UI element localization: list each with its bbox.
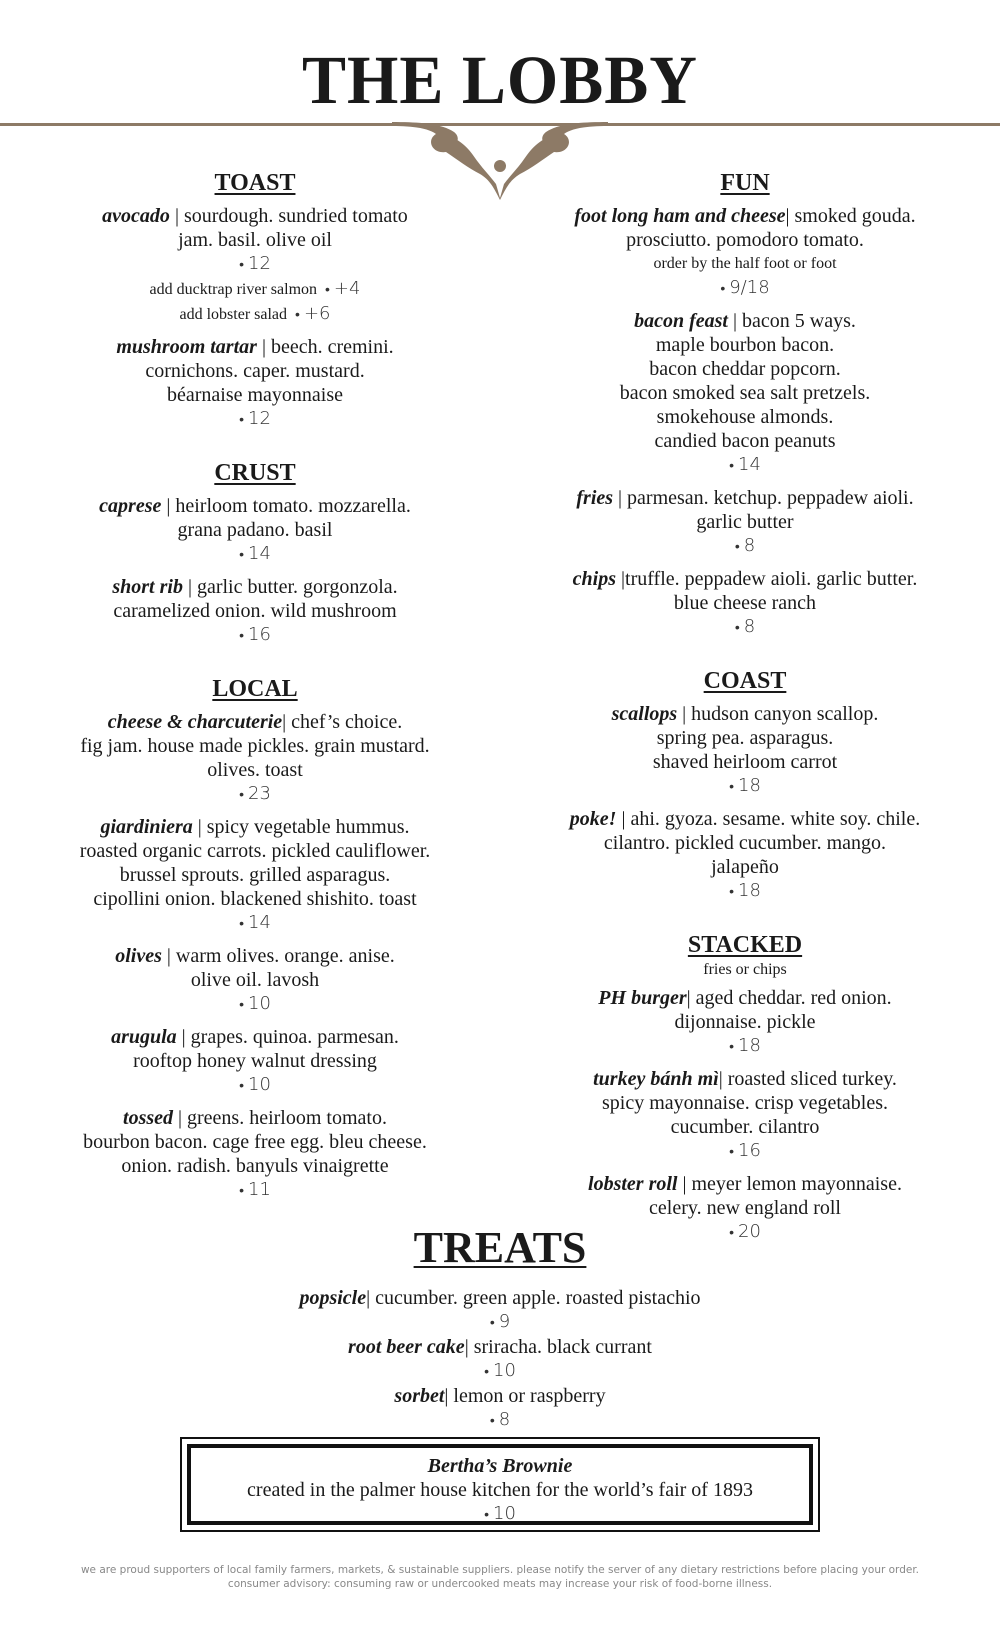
price-value: 14 (248, 912, 271, 933)
section-title: FUN (720, 170, 770, 196)
menu-item (555, 309, 935, 478)
section-gap (555, 648, 935, 666)
item-name: olives (115, 945, 162, 967)
item-price (555, 534, 935, 559)
item-desc: cucumber. cilantro (670, 1116, 820, 1138)
feature-price: • 10 (484, 1503, 516, 1524)
item-line (555, 1067, 935, 1091)
price-value: 18 (738, 775, 761, 796)
item-desc: rooftop honey walnut dressing (133, 1050, 377, 1072)
bullet: • (489, 1315, 495, 1331)
addon-price (325, 278, 360, 299)
price-value: 14 (738, 454, 761, 475)
item-line (555, 750, 935, 774)
section-subtitle: fries or chips (703, 961, 787, 978)
price-value: 9 (498, 1311, 511, 1332)
bullet: • (239, 412, 244, 428)
item-name: bacon feast (634, 310, 728, 332)
item-name: cheese & charcuterie (107, 711, 283, 733)
item-name: avocado (102, 205, 170, 227)
price-value: 10 (248, 993, 271, 1014)
treat-desc: | sriracha. black currant (464, 1336, 652, 1358)
item-line (555, 333, 935, 357)
item-desc: brussel sprouts. grilled asparagus. (119, 864, 391, 886)
section-gap (60, 656, 450, 674)
bullet: • (239, 547, 244, 563)
item-desc: caramelized onion. wild mushroom (113, 600, 397, 622)
treats-title: TREATS (413, 1223, 587, 1272)
item-line (60, 204, 450, 228)
item-desc: | beech. cremini. (256, 336, 394, 358)
item-line (555, 510, 935, 534)
item-price (60, 911, 450, 936)
item-line (555, 357, 935, 381)
menu-item (60, 575, 450, 648)
item-name: lobster roll (588, 1173, 678, 1195)
item-name: foot long ham and cheese (574, 205, 786, 227)
bullet: • (729, 1039, 734, 1055)
item-desc: smokehouse almonds. (656, 406, 834, 428)
item-desc: béarnaise mayonnaise (166, 384, 344, 406)
menu-section (555, 168, 935, 640)
section-gap (555, 912, 935, 930)
menu-item (60, 944, 450, 1017)
item-note: order by the half foot or foot (653, 255, 837, 272)
bullet: • (720, 281, 726, 297)
item-line (555, 1010, 935, 1034)
item-price (0, 1408, 1000, 1433)
addon-label: add ducktrap river salmon (149, 281, 318, 298)
price-value: 16 (248, 624, 271, 645)
bullet: • (729, 1144, 734, 1160)
item-line (60, 758, 450, 782)
bullet: • (734, 620, 740, 636)
treat-name: sorbet (394, 1385, 445, 1407)
item-addon (60, 277, 450, 302)
item-price (0, 1359, 1000, 1384)
bullet: • (729, 884, 734, 900)
item-name: mushroom tartar (116, 336, 257, 358)
item-name: poke! (569, 808, 617, 830)
item-desc: olives. toast (207, 759, 303, 781)
treat-item (0, 1384, 1000, 1433)
price-value: 9/18 (729, 277, 770, 298)
item-price (555, 1139, 935, 1164)
item-desc: | aged cheddar. red onion. (686, 987, 892, 1009)
menu-item (555, 702, 935, 799)
section-title: CRUST (214, 460, 296, 486)
item-addon (60, 302, 450, 327)
item-price (555, 615, 935, 640)
menu-section (60, 674, 450, 1203)
menu-section (555, 930, 935, 1245)
item-desc: bacon smoked sea salt pretzels. (619, 382, 871, 404)
item-desc: dijonnaise. pickle (674, 1011, 816, 1033)
item-line (555, 702, 935, 726)
item-line (555, 591, 935, 615)
item-line (60, 599, 450, 623)
price-value: 18 (738, 1035, 761, 1056)
item-line (60, 887, 450, 911)
item-desc: prosciutto. pomodoro tomato. (626, 229, 864, 251)
item-line (60, 1025, 450, 1049)
item-line (555, 855, 935, 879)
item-line (60, 383, 450, 407)
item-name: PH burger (598, 987, 687, 1009)
item-line (555, 486, 935, 510)
item-desc: candied bacon peanuts (654, 430, 836, 452)
bullet: • (239, 1078, 244, 1094)
item-line (60, 228, 450, 252)
item-desc: shaved heirloom carrot (652, 751, 838, 773)
section-gap (60, 440, 450, 458)
item-line (60, 575, 450, 599)
item-desc: celery. new england roll (649, 1197, 841, 1219)
item-desc: spicy mayonnaise. crisp vegetables. (601, 1092, 889, 1114)
footer (0, 1563, 1000, 1591)
menu-item (60, 335, 450, 432)
item-desc: spring pea. asparagus. (656, 727, 834, 749)
menu-item (60, 1106, 450, 1203)
item-line (60, 1106, 450, 1130)
section-title: COAST (703, 668, 787, 694)
item-desc: | hudson canyon scallop. (677, 703, 879, 725)
menu-section (60, 168, 450, 432)
price-value: 23 (248, 783, 271, 804)
item-price (60, 782, 450, 807)
item-desc: | grapes. quinoa. parmesan. (176, 1026, 399, 1048)
item-line (555, 726, 935, 750)
menu-item (60, 1025, 450, 1098)
menu-item (60, 815, 450, 936)
bullet: • (239, 997, 244, 1013)
item-desc: garlic butter (696, 511, 794, 533)
bullet: • (295, 307, 300, 323)
price-value: 12 (248, 253, 271, 274)
item-price (60, 252, 450, 277)
menu-item (555, 204, 935, 301)
bullet: • (729, 458, 734, 474)
price-value: 8 (743, 616, 756, 637)
item-line (60, 1049, 450, 1073)
item-desc: bourbon bacon. cage free egg. bleu cheese. (83, 1131, 427, 1153)
item-line (60, 1130, 450, 1154)
bullet: • (489, 1413, 495, 1429)
item-line (555, 986, 935, 1010)
item-line (555, 381, 935, 405)
item-price (555, 453, 935, 478)
item-line (60, 968, 450, 992)
item-price (60, 623, 450, 648)
item-line (60, 359, 450, 383)
item-name: scallops (611, 703, 678, 725)
item-line (555, 405, 935, 429)
item-desc: | bacon 5 ways. (728, 310, 856, 332)
feature-box (180, 1437, 820, 1532)
item-line (60, 494, 450, 518)
item-desc: | sourdough. sundried tomato (169, 205, 408, 227)
item-line (555, 1091, 935, 1115)
item-desc: jalapeño (711, 856, 779, 878)
item-line (555, 567, 935, 591)
addon-price-value: +4 (333, 278, 361, 299)
treats-section (0, 1220, 1000, 1433)
item-desc: | ahi. gyoza. sesame. white soy. chile. (616, 808, 921, 830)
feature-name: Bertha’s Brownie (427, 1455, 573, 1477)
menu-title: THE LOBBY (302, 42, 698, 119)
item-line (60, 710, 450, 734)
item-desc: cilantro. pickled cucumber. mango. (603, 832, 887, 854)
bullet: • (734, 539, 740, 555)
item-desc: | warm olives. orange. anise. (161, 945, 395, 967)
item-desc: maple bourbon bacon. (655, 334, 835, 356)
right-column (555, 168, 935, 1253)
item-desc: onion. radish. banyuls vinaigrette (121, 1155, 389, 1177)
item-price (555, 774, 935, 799)
item-line (555, 831, 935, 855)
bullet: • (239, 257, 244, 273)
item-price (60, 542, 450, 567)
item-name: arugula (111, 1026, 177, 1048)
item-desc: jam. basil. olive oil (178, 229, 332, 251)
item-line (60, 815, 450, 839)
item-line (555, 204, 935, 228)
item-name: fries (576, 487, 614, 509)
item-desc: | smoked gouda. (785, 205, 916, 227)
price-value: 16 (738, 1140, 761, 1161)
item-line (555, 309, 935, 333)
bullet: • (729, 1225, 734, 1241)
price-value: 10 (493, 1360, 516, 1381)
item-desc: fig jam. house made pickles. grain mustard. (80, 735, 430, 757)
bullet: • (239, 1183, 244, 1199)
item-name: turkey bánh mì (593, 1068, 719, 1090)
addon-price-value: +6 (303, 303, 331, 324)
price-value: 20 (738, 1221, 761, 1242)
menu-item (60, 494, 450, 567)
item-desc: | garlic butter. gorgonzola. (182, 576, 398, 598)
item-desc: cipollini onion. blackened shishito. toast (93, 888, 417, 910)
item-desc: | heirloom tomato. mozzarella. (161, 495, 411, 517)
price-value: 8 (743, 535, 756, 556)
section-title: TOAST (214, 170, 296, 196)
item-desc: grana padano. basil (177, 519, 333, 541)
bullet: • (239, 787, 244, 803)
bullet: • (729, 779, 734, 795)
item-price (60, 407, 450, 432)
bullet: • (484, 1364, 489, 1380)
item-desc: roasted organic carrots. pickled cauliflower. (79, 840, 431, 862)
bullet: • (325, 282, 330, 298)
menu-item (555, 1067, 935, 1164)
price-value: 14 (248, 543, 271, 564)
item-line (60, 1154, 450, 1178)
treat-name: popsicle (299, 1287, 367, 1309)
item-price (555, 276, 935, 301)
menu-section (555, 666, 935, 904)
menu-item (555, 807, 935, 904)
treat-item (0, 1286, 1000, 1335)
item-price (0, 1310, 1000, 1335)
addon-label: add lobster salad (179, 306, 288, 323)
item-line (555, 1115, 935, 1139)
treat-name: root beer cake (348, 1336, 465, 1358)
item-line (555, 228, 935, 252)
feature-desc: created in the palmer house kitchen for the world’s fair of 1893 (247, 1479, 753, 1501)
item-line (555, 429, 935, 453)
price-value: 10 (248, 1074, 271, 1095)
treat-item (0, 1335, 1000, 1384)
item-desc: | spicy vegetable hummus. (192, 816, 410, 838)
bullet: • (239, 916, 244, 932)
menu-item (555, 986, 935, 1059)
item-desc: | greens. heirloom tomato. (173, 1107, 387, 1129)
item-name: giardiniera (100, 816, 193, 838)
item-desc: | meyer lemon mayonnaise. (677, 1173, 902, 1195)
item-line (60, 944, 450, 968)
item-desc: |truffle. peppadew aioli. garlic butter. (616, 568, 918, 590)
item-desc: blue cheese ranch (673, 592, 817, 614)
menu-section (60, 458, 450, 648)
item-line (60, 335, 450, 359)
menu-item (60, 710, 450, 807)
item-name: chips (572, 568, 617, 590)
item-desc: | roasted sliced turkey. (718, 1068, 897, 1090)
item-line (555, 807, 935, 831)
item-price (555, 879, 935, 904)
item-price (555, 1034, 935, 1059)
price-value: 12 (248, 408, 271, 429)
price-value: 11 (248, 1179, 271, 1200)
item-desc: bacon cheddar popcorn. (649, 358, 841, 380)
treat-line (0, 1384, 1000, 1408)
item-price (60, 1073, 450, 1098)
item-line (555, 1196, 935, 1220)
item-desc: cornichons. caper. mustard. (145, 360, 365, 382)
item-name: tossed (123, 1107, 174, 1129)
item-desc: olive oil. lavosh (190, 969, 320, 991)
menu-item (555, 567, 935, 640)
item-name: caprese (99, 495, 162, 517)
item-price (60, 992, 450, 1017)
price-value: 8 (498, 1409, 511, 1430)
menu-item (60, 204, 450, 327)
section-title: LOCAL (212, 676, 298, 702)
treat-line (0, 1335, 1000, 1359)
left-column (60, 168, 450, 1211)
addon-price (295, 303, 330, 324)
footer-advisory: consumer advisory: consuming raw or undercooked meats may increase your risk of food-borne illness. (227, 1578, 773, 1590)
treat-desc: | cucumber. green apple. roasted pistachio (366, 1287, 701, 1309)
item-line (60, 839, 450, 863)
item-line (60, 863, 450, 887)
menu-item (555, 486, 935, 559)
item-line (555, 1172, 935, 1196)
item-desc: | chef’s choice. (282, 711, 403, 733)
item-name: short rib (112, 576, 183, 598)
item-line (60, 734, 450, 758)
footer-note: we are proud supporters of local family farmers, markets, & sustainable suppliers. please notify the server of any dietary restrictions before placing your order. (80, 1564, 920, 1576)
section-title: STACKED (687, 932, 803, 958)
treat-line (0, 1286, 1000, 1310)
item-price (60, 1178, 450, 1203)
item-desc: | parmesan. ketchup. peppadew aioli. (613, 487, 914, 509)
item-line (60, 518, 450, 542)
bullet: • (239, 628, 244, 644)
treat-desc: | lemon or raspberry (444, 1385, 606, 1407)
price-value: 18 (738, 880, 761, 901)
